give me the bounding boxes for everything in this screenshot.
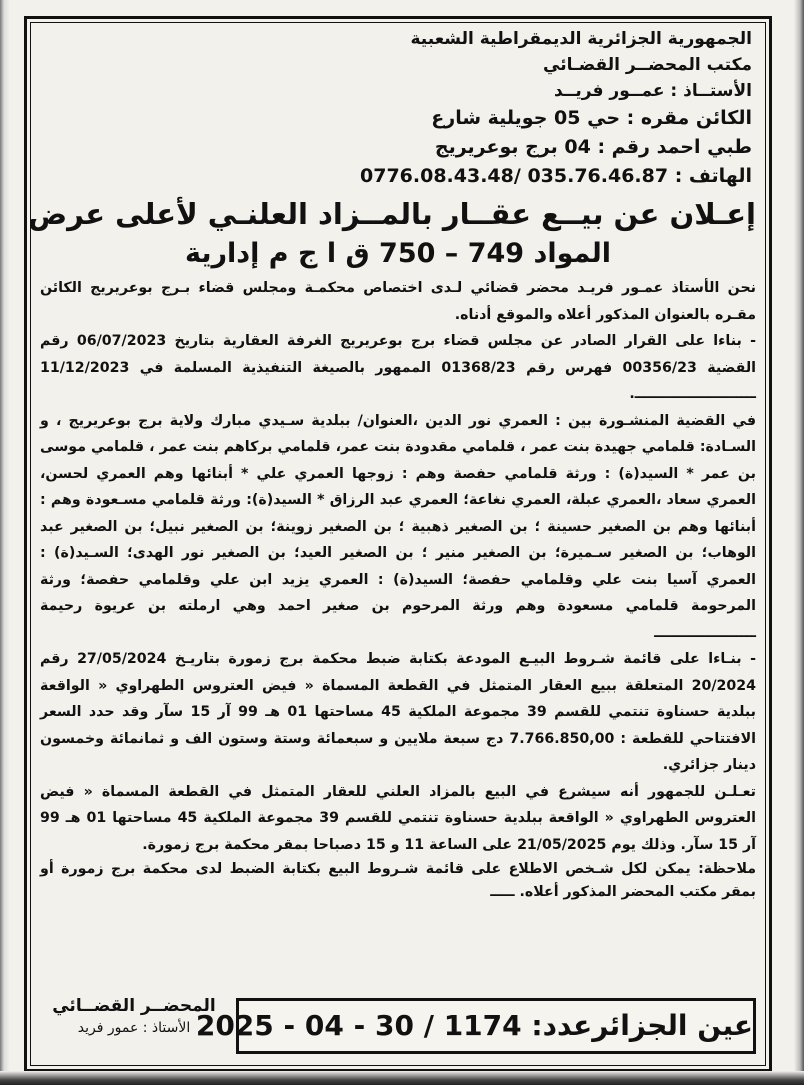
notice-body [40,275,756,904]
address-line-1: الكائن مقره : حي 05 جويلية شارع [431,107,752,129]
phone-line: الهاتف : 035.76.46.87 /0776.08.43.48 [360,165,752,187]
office-header [360,26,752,191]
conditions-paragraph: - بنـاءا على قائمة شـروط البيـع المودعة بكتابة ضبط محكمة برج زمورة بتاريـخ 27/05/2024 رقم 20/2024 المتعلقة ببيع العقار المتمثل في القطعة المسماة « فيض العتروس الطهراوي « الواقعة ببلدية حسناوة تنتمي للقسم 39 مجموعة الملكية 45 مساحتها 01 هـ 99 آر 15 سآر وقد حدد السعر الافتتاحي للقطعة : 7.766.850,00 دج سبعة ملايين و سبعمائة وستة وستون الف و ثمانمائة وخمسون دينار جزائري. [40,651,757,773]
announcement-paragraph: تعـلـن للجمهور أنه سيشرع في البيع بالمزاد العلني للعقار المتمثل في القطعة المسماة « فيض العتروس الطهراوي « الواقعة ببلدية حسناوة تنتمي للقسم 39 مجموعة الملكية 45 مساحتها 01 هـ 99 آر 15 سآر. وذلك يوم 21/05/2025 على الساعة 11 و 15 دصباحا بمقر محكمة برج زمورة. [40,783,756,853]
signature-title: المحضــر القضــائي [52,996,216,1016]
notice-footer [40,994,756,1064]
republic-line: الجمهورية الجزائرية الديمقراطية الشعبية [410,29,752,49]
page-edge-right [792,0,804,1085]
signature-block [44,994,224,1038]
parties-paragraph: في القضية المنشـورة بين : العمري نور الدين ،العنوان/ ببلدية سـيدي مبارك ولاية برج بوعريريج ، و السـادة: قلمامي جهيدة بنت عمر ، قلمامي مقدودة بنت عمر، قلمامي بركاهم بنت عمر ، قلمامي موسى بن عمر * السيد(ة) : ورثة قلمامي حفصة وهم : زوجها العمري علي * أبنائها وهم العمري لحسن، العمري سعاد ،العمري عبلة، العمري نغاعة؛ العمري عبد الرزاق * السيد(ة): ورثة قلمامي مسـعودة وهم : أبنائها وهم بن الصغير حسينة ؛ بن الصغير ذهبية ؛ بن الصغير زوينة؛ بن الصغير نبيل؛ بن الصغير عبد الوهاب؛ بن الصغير سـميرة؛ بن الصغير منير ؛ بن الصغير العيد؛ بن الصغير نور الهدى؛ السـيد(ة) : العمري آسيا بنت علي وقلمامي حفصة؛ السيد(ة) : العمري يزيد ابن علي وقلمامي حفصة؛ ورثة المرحومة قلمامي مسعودة وهم ورثة المرحوم بن صغير احمد وهي ارملته بن عريوة رحيمة ـــــــــــــــــــــ [40,412,756,641]
notice-title: إعـلان عن بيــع عقــار بالمــزاد العلنـي لأعلى عرض [28,197,756,231]
lawyer-line: الأستــاذ : عمــور فريــد [553,81,752,101]
address-line-2: طبي احمد رقم : 04 برج بوعريريج [434,136,752,158]
newspaper-stamp: عين الجزائرعدد: 1174 / 30 - 04 - 2025 [236,998,756,1054]
note-paragraph: ملاحظة: يمكن لكل شـخص الاطلاع على قائمة شـروط البيع بكتابة الضبط لدى محكمة برج زمورة أو بمقر مكتب المحضر المذكور أعلاه. ـــــ [40,861,756,900]
intro-paragraph: نحن الأستاذ عمـور فريـد محضر قضائي لـدى اختصاص محكمـة ومجلس قضاء بـرج بوعريريج الكائن مقـره بالعنوان المذكور أعلاه والموقع أدناه. [40,280,756,323]
page-edge-bottom [0,1071,804,1085]
notice-subtitle: المواد 749 – 750 ق ا ج م إدارية [184,238,612,269]
signature-name: الأستاذ : عمور فريد [77,1020,191,1036]
notice-content [28,26,757,904]
office-line: مكتب المحضــر القضـائي [543,55,752,75]
decision-paragraph: - بناءا على القرار الصادر عن مجلس قضاء برج بوعريريج الغرفة العقارية بتاريخ 06/07/2023 رقم القضية 00356/23 فهرس رقم 01368/23 الممهور بالصيغة التنفيذية المسلمة في 11/12/2023 ـــــــــــــــــــــــــ. [40,333,757,402]
page-edge-left [0,0,12,1085]
